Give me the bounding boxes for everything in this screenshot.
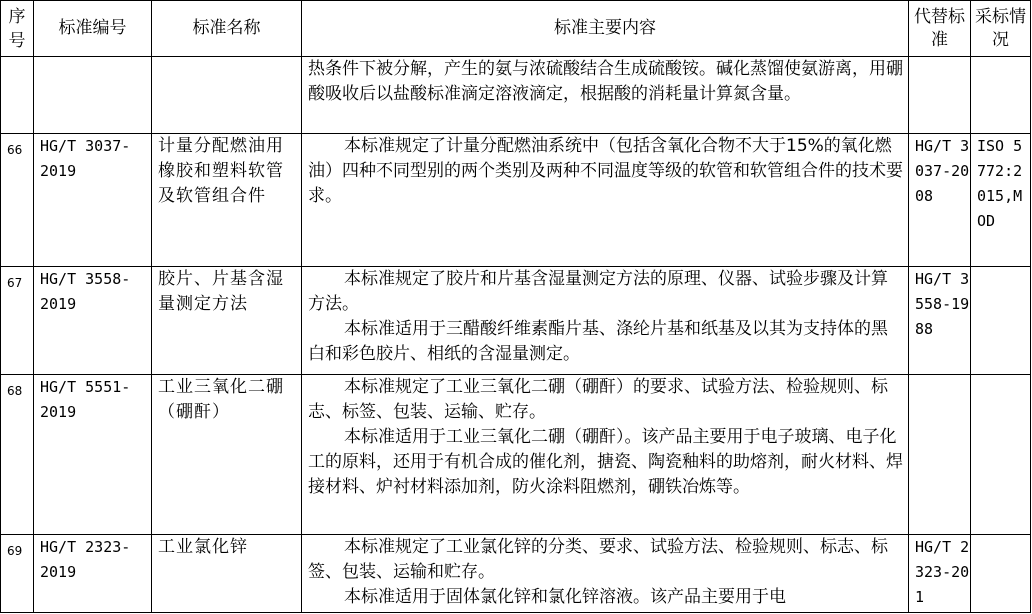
- row-number: 67: [1, 267, 34, 375]
- row-adopt: [971, 535, 1031, 613]
- content-paragraph: 热条件下被分解，产生的氨与浓硫酸结合生成硫酸铵。碱化蒸馏使氨游离，用硼酸吸收后以盐酸标准滴定溶液滴定，根据酸的消耗量计算氮含量。: [308, 59, 903, 104]
- content-paragraph: 本标准适用于固体氯化锌和氯化锌溶液。该产品主要用于电: [344, 587, 786, 607]
- row-adopt: ISO 5772:2015,MOD: [971, 134, 1031, 267]
- row-name: 计量分配燃油用橡胶和塑料软管及软管组合件: [152, 134, 302, 267]
- row-replace: HG/T 3037-2008: [909, 134, 971, 267]
- row-code: HG/T 3037-2019: [34, 134, 152, 267]
- table-row: [1, 57, 1031, 134]
- row-name: [152, 57, 302, 134]
- row-adopt: [971, 375, 1031, 535]
- row-code: HG/T 3558-2019: [34, 267, 152, 375]
- header-content: 标准主要内容: [302, 1, 909, 57]
- row-adopt: [971, 57, 1031, 134]
- content-paragraph: 本标准适用于三醋酸纤维素酯片基、涤纶片基和纸基及以其为支持体的黑白和彩色胶片、相纸的含湿量测定。: [308, 319, 888, 364]
- row-code: HG/T 5551-2019: [34, 375, 152, 535]
- row-replace: HG/T 3558-1988: [909, 267, 971, 375]
- row-number: 69: [1, 535, 34, 613]
- content-paragraph: 本标准规定了工业三氧化二硼（硼酐）的要求、试验方法、检验规则、标志、标签、包装、运输、贮存。: [308, 377, 888, 422]
- row-content: [302, 375, 909, 535]
- row-replace: HG/T 2323-201: [909, 535, 971, 613]
- header-row: [1, 1, 1031, 57]
- row-content: [302, 267, 909, 375]
- table-row: [1, 535, 1031, 613]
- row-number: 66: [1, 134, 34, 267]
- row-name: 工业三氧化二硼（硼酐）: [152, 375, 302, 535]
- content-paragraph: 本标准规定了计量分配燃油系统中（包括含氧化合物不大于15%的氧化燃油）四种不同型别的两个类别及两种不同温度等级的软管和软管组合件的技术要求。: [308, 136, 903, 206]
- row-adopt: [971, 267, 1031, 375]
- content-paragraph: 本标准规定了胶片和片基含湿量测定方法的原理、仪器、试验步骤及计算方法。: [308, 269, 888, 314]
- content-paragraph: 本标准适用于工业三氧化二硼（硼酐）。该产品主要用于电子玻璃、电子化工的原料，还用于有机合成的催化剂，搪瓷、陶瓷釉料的助熔剂，耐火材料、焊接材料、炉衬材料添加剂，防火涂料阻燃剂，硼铁冶炼等。: [308, 427, 903, 497]
- header-replace: 代替标准: [909, 1, 971, 57]
- row-number: [1, 57, 34, 134]
- row-name: 胶片、片基含湿量测定方法: [152, 267, 302, 375]
- row-content: [302, 57, 909, 134]
- content-paragraph: 本标准规定了工业氯化锌的分类、要求、试验方法、检验规则、标志、标签、包装、运输和贮存。: [308, 537, 888, 582]
- row-content: [302, 134, 909, 267]
- table-row: [1, 375, 1031, 535]
- table-row: [1, 267, 1031, 375]
- header-seq: 序号: [1, 1, 34, 57]
- row-number: 68: [1, 375, 34, 535]
- table-row: [1, 134, 1031, 267]
- row-replace: [909, 375, 971, 535]
- row-content: [302, 535, 909, 613]
- header-name: 标准名称: [152, 1, 302, 57]
- header-adopt: 采标情况: [971, 1, 1031, 57]
- row-replace: [909, 57, 971, 134]
- row-name: 工业氯化锌: [152, 535, 302, 613]
- row-code: HG/T 2323-2019: [34, 535, 152, 613]
- header-code: 标准编号: [34, 1, 152, 57]
- row-code: [34, 57, 152, 134]
